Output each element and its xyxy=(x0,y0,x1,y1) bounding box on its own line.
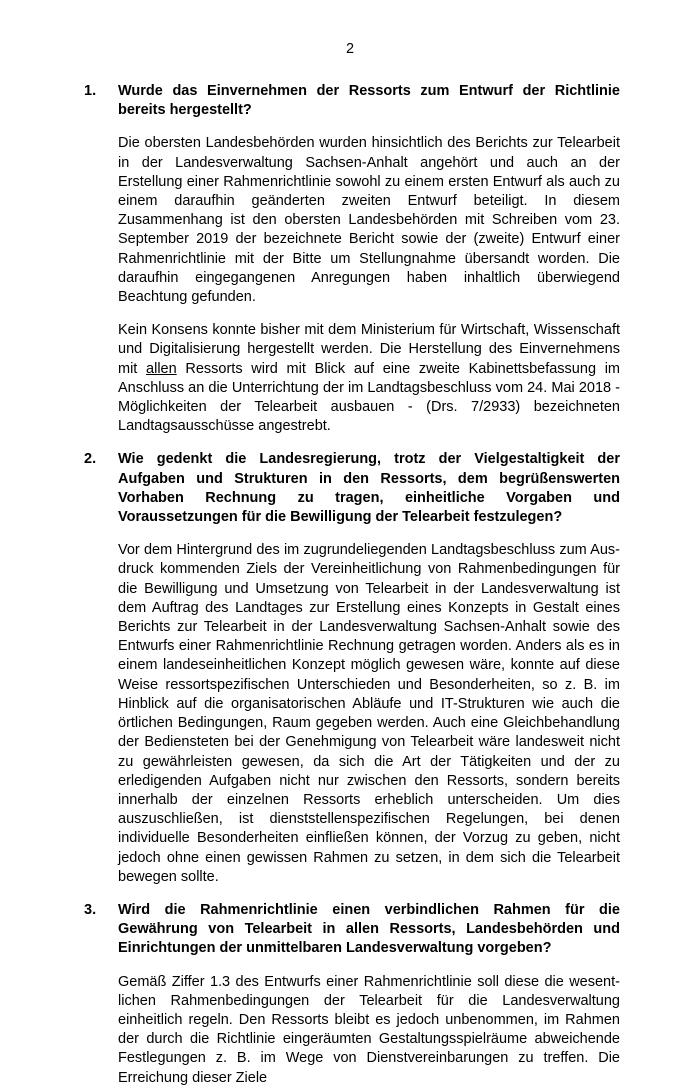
question-section-1 xyxy=(84,82,620,436)
page-number: 2 xyxy=(345,41,355,57)
question-number: 1. xyxy=(84,83,97,99)
question-section-3 xyxy=(84,901,620,1088)
answer-text: Ressorts wird mit Blick auf eine zweite Kabinettsbefassung im Anschluss an die Unterrichtung der im Landtagsbeschluss vom 24. Mai 2018 - Möglichkeiten der Telearbeit ausbauen - (Drs. 7/2933) bezeichneten Landtagsausschüsse angestrebt. xyxy=(118,360,620,435)
question-number: 2. xyxy=(84,451,97,468)
question-section-2 xyxy=(84,450,620,886)
question-text: Wurde das Einvernehmen der Ressorts zum Entwurf der Richtlinie bereits hergestellt? xyxy=(118,83,620,119)
answer-text: Kein Konsens konnte bisher mit dem Ministerium für Wirtschaft, Wissenschaft und Digitalisierung hergestellt werden. Die Herstellung des Einvernehmens mit xyxy=(118,322,620,377)
answer-paragraph: Vor dem Hintergrund des im zugrundeliegenden Landtagsbeschluss zum Ausdruck kommenden Ziels der Vereinheitlichung von Rahmenbedingungen für die Bewilligung und Umsetzung von Telearbeit in der Landesverwaltung ist dem Auftrag des Landtages zur Erstellung eines Konzepts in Gestalt eines Berichts zur Telearbeit in der Landesverwaltung Sachsen-Anhalt sowie des Entwurfs einer Rahmenrichtlinie Rechnung getragen worden. Anders als es in einem landeseinheitlichen Konzept möglich gewesen wäre, konnte auf diese Weise ressortspezifischen Unterschieden und Besonderheiten, so z. B. im Hinblick auf die organisatorischen Abläufe und IT-Strukturen wie auch die örtlichen Bedingungen, Raum gegeben werden. Auch eine Gleichbehandlung der Bediensteten bei der Genehmigung von Telearbeit wäre landesweit nicht zu gewährleisten gewesen, da sich die Art der Tätigkeiten und der zu erledigenden Aufgaben nicht nur zwischen den Ressorts, sondern bereits innerhalb der einzelnen Ressorts erheblich unterscheiden. Um dies auszuschließen, ist dienststellenspezifischen Regelungen, bei denen individuelle Besonderheiten einfließen können, der Vorzug zu geben, nicht jedoch ohne einen gewissen Rahmen zu setzen, in dem sich die Telearbeit bewegen sollte. xyxy=(118,542,620,885)
document-body xyxy=(84,82,620,1088)
answer-paragraph: Gemäß Ziffer 1.3 des Entwurfs einer Rahmenrichtlinie soll diese die wesentlichen Rahmenbedingungen der Telearbeit für die Landesverwaltung einheitlich regeln. Den Ressorts bleibt es jedoch unbenommen, im Rahmen der durch die Richtlinie eingeräumten Gestaltungsspielräume abweichende Festlegungen z. B. im Wege von Dienstvereinbarungen zu treffen. Die Erreichung dieser Ziele xyxy=(118,973,620,1086)
question-number: 3. xyxy=(84,901,97,918)
question-text: Wie gedenkt die Landesregierung, trotz der Vielgestaltigkeit der Aufgaben und Strukturen in den Ressorts, dem begrüßenswerten Vorhaben Rechnung zu tragen, einheitliche Vorgaben und Voraussetzungen für die Bewilligung der Telearbeit festzulegen? xyxy=(118,451,620,526)
question-text: Wird die Rahmenrichtlinie einen verbindlichen Rahmen für die Gewährung von Telearbeit in allen Ressorts, Landesbehörden und Einrichtungen der unmittelbaren Landesverwaltung vorgeben? xyxy=(118,901,620,957)
underlined-word: allen xyxy=(146,360,177,377)
answer-paragraph xyxy=(118,321,620,436)
answer-paragraph: Die obersten Landesbehörden wurden hinsichtlich des Berichts zur Telearbeit in der Landesverwaltung Sachsen-Anhalt angehört und auch an der Erstellung einer Rahmenrichtlinie sowohl zu einem ersten Entwurf als auch zu einem daraufhin geänderten zweiten Entwurf beteiligt. In diesem Zusammenhang ist den obersten Landesbehörden mit Schreiben vom 23. September 2019 der bezeichnete Bericht sowie der (zweite) Entwurf einer Rahmenrichtlinie mit der Bitte um Stellungnahme übersandt worden. Die daraufhin eingegangenen Anregungen haben inhaltlich überwiegend Beachtung gefunden. xyxy=(118,135,620,306)
